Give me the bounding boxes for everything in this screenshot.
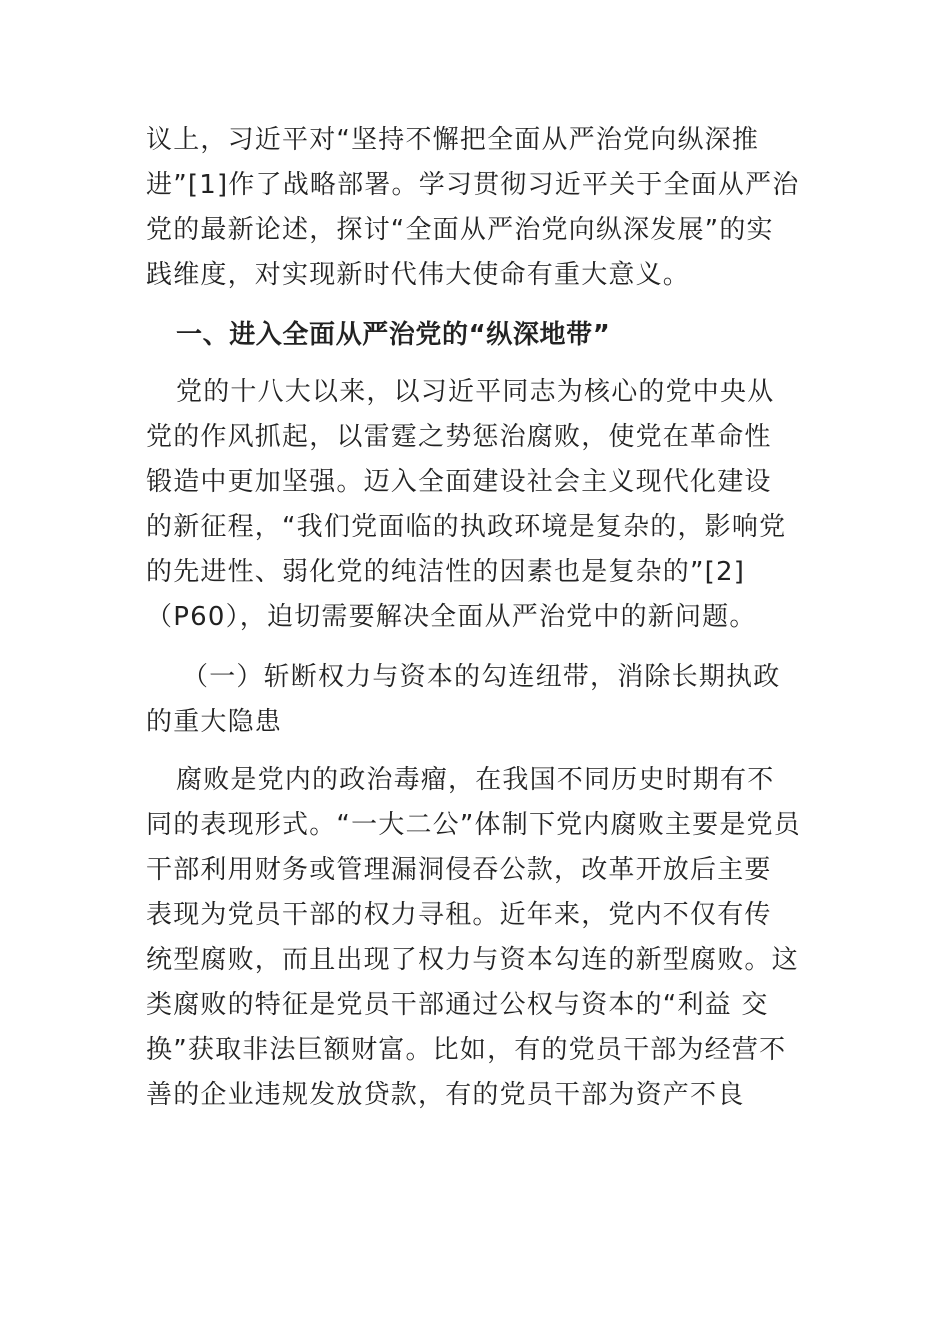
text-line: 党的最新论述，探讨“全面从严治党向纵深发展”的实 (146, 215, 774, 245)
section-heading-text: 一、进入全面从严治党的“纵深地带” (176, 320, 611, 350)
text-line: 同的表现形式。“一大二公”体制下党内腐败主要是党员 (146, 810, 801, 840)
text-line: 进”[1]作了战略部署。学习贯彻习近平关于全面从严治 (146, 170, 800, 200)
text-line: 统型腐败，而且出现了权力与资本勾连的新型腐败。这 (146, 945, 799, 975)
text-line: 表现为党员干部的权力寻租。近年来，党内不仅有传 (146, 900, 772, 930)
text-line: 的先进性、弱化党的纯洁性的因素也是复杂的”[2] (146, 557, 746, 587)
text-line: 腐败是党内的政治毒瘤，在我国不同历史时期有不 (176, 765, 775, 795)
text-line: 锻造中更加坚强。迈入全面建设社会主义现代化建设 (146, 467, 772, 497)
text-line: 党的作风抓起，以雷霆之势惩治腐败，使党在革命性 (146, 422, 772, 452)
text-line: （P60），迫切需要解决全面从严治党中的新问题。 (146, 602, 757, 632)
text-line: 的重大隐患 (146, 707, 283, 737)
section-heading (176, 313, 846, 358)
text-line: （一）斩断权力与资本的勾连纽带，消除长期执政 (182, 662, 781, 692)
section-paragraph (146, 370, 816, 640)
text-line: 换”获取非法巨额财富。比如，有的党员干部为经营不 (146, 1035, 787, 1065)
subsection-paragraph (146, 758, 816, 1118)
text-line: 干部利用财务或管理漏洞侵吞公款，改革开放后主要 (146, 855, 772, 885)
text-line: 议上，习近平对“坚持不懈把全面从严治党向纵深推 (146, 125, 760, 155)
text-line: 的新征程，“我们党面临的执政环境是复杂的，影响党 (146, 512, 787, 542)
text-line: 类腐败的特征是党员干部通过公权与资本的“利益 交 (146, 990, 769, 1020)
text-line: 善的企业违规发放贷款，有的党员干部为资产不良 (146, 1080, 745, 1110)
intro-paragraph (146, 118, 816, 298)
text-line: 党的十八大以来，以习近平同志为核心的党中央从 (176, 377, 775, 407)
subsection-heading (146, 655, 816, 745)
text-line: 践维度，对实现新时代伟大使命有重大意义。 (146, 260, 691, 290)
